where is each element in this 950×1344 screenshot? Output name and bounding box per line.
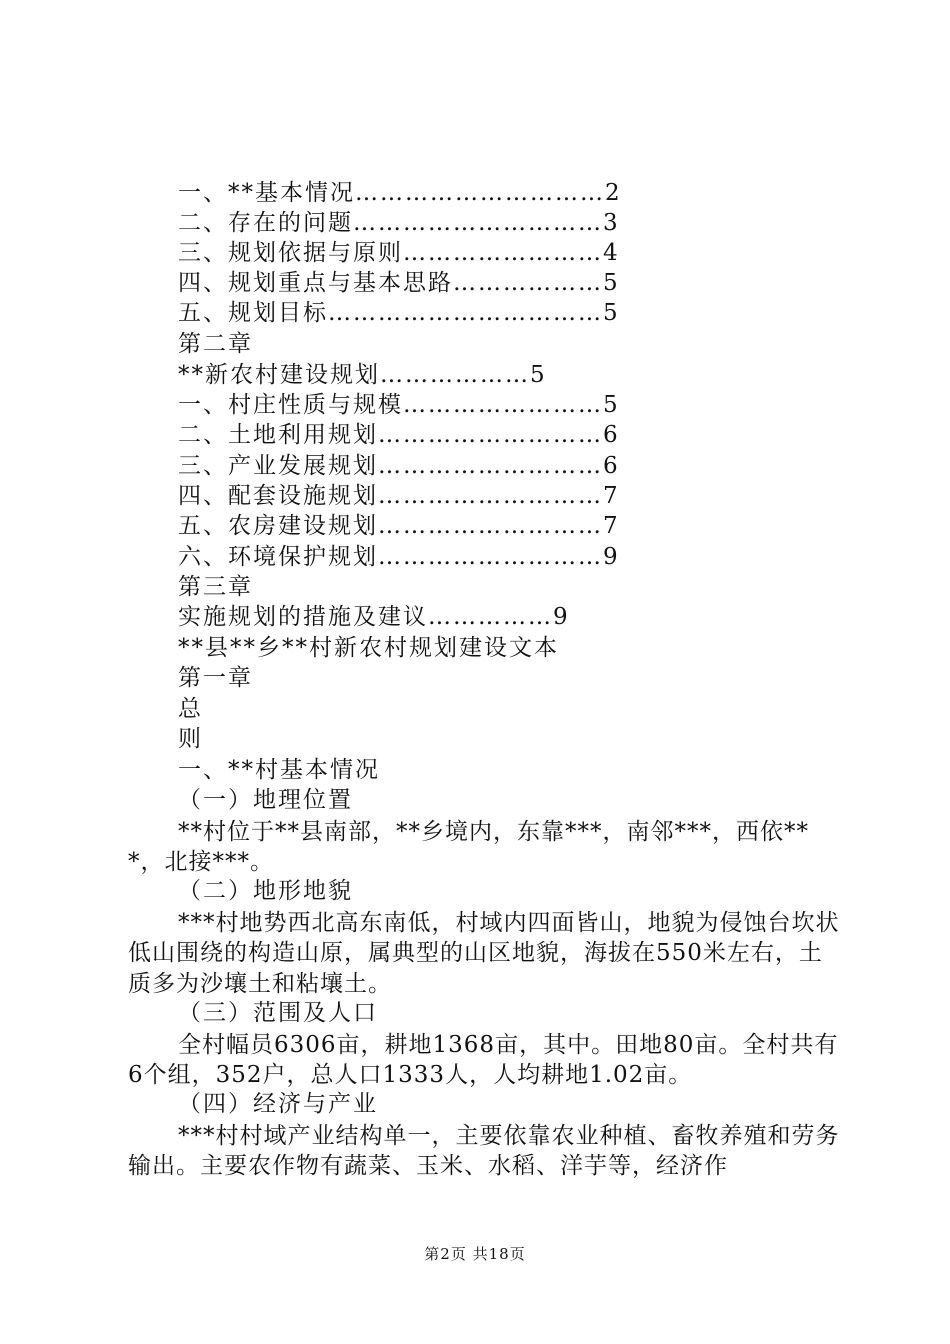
toc-line: 三、规划依据与原则……………………4: [178, 240, 620, 266]
toc-line: **新农村建设规划………………5: [178, 362, 547, 388]
toc-line: 一、**基本情况…………………………2: [178, 180, 622, 206]
page-footer: 第2页 共18页: [424, 1245, 526, 1263]
chapter-name-first: 总: [178, 696, 203, 722]
section-heading: 一、**村基本情况: [178, 757, 380, 783]
document-title: **县**乡**村新农村规划建设文本: [178, 635, 559, 661]
toc-line: 四、规划重点与基本思路………………5: [178, 270, 620, 296]
toc-line: 实施规划的措施及建议……………9: [178, 604, 570, 630]
toc-line: 五、规划目标……………………………5: [178, 300, 620, 326]
paragraph-population: 全村幅员6306亩，耕地1368亩，其中。田地80亩。全村共有6个组，352户，总人口1333人，人均耕地1.02亩。: [128, 1032, 839, 1089]
paragraph-terrain: ***村地势西北高东南低，村域内四面皆山，地貌为侵蚀台坎状低山围绕的构造山原，属典型的山区地貌，海拔在550米左右，土质多为沙壤土和粘壤土。: [128, 910, 840, 997]
subsection-heading: （一）地理位置: [178, 787, 353, 813]
toc-line: 六、环境保护规划………………………9: [178, 544, 620, 570]
toc-line: 三、产业发展规划………………………6: [178, 453, 620, 479]
toc-line: 四、配套设施规划………………………7: [178, 483, 620, 509]
toc-line: 一、村庄性质与规模……………………5: [178, 392, 620, 418]
subsection-heading: （三）范围及人口: [178, 1000, 378, 1026]
subsection-heading: （四）经济与产业: [178, 1091, 378, 1117]
chapter-heading: 第一章: [178, 665, 253, 691]
toc-line: 五、农房建设规划………………………7: [178, 513, 620, 539]
toc-chapter-heading: 第三章: [178, 574, 253, 600]
toc-line: 二、土地利用规划………………………6: [178, 422, 620, 448]
toc-line: 二、存在的问题…………………………3: [178, 210, 620, 236]
chapter-name-second: 则: [178, 726, 203, 752]
toc-chapter-heading: 第二章: [178, 331, 253, 357]
subsection-heading: （二）地形地貌: [178, 878, 353, 904]
paragraph-location: **村位于**县南部，**乡境内，东靠***，南邻***，西依***，北接***。: [128, 819, 809, 876]
paragraph-economy: ***村村域产业结构单一，主要依靠农业种植、畜牧养殖和劳务输出。主要农作物有蔬菜、玉米、水稻、洋芋等，经济作: [128, 1123, 840, 1180]
